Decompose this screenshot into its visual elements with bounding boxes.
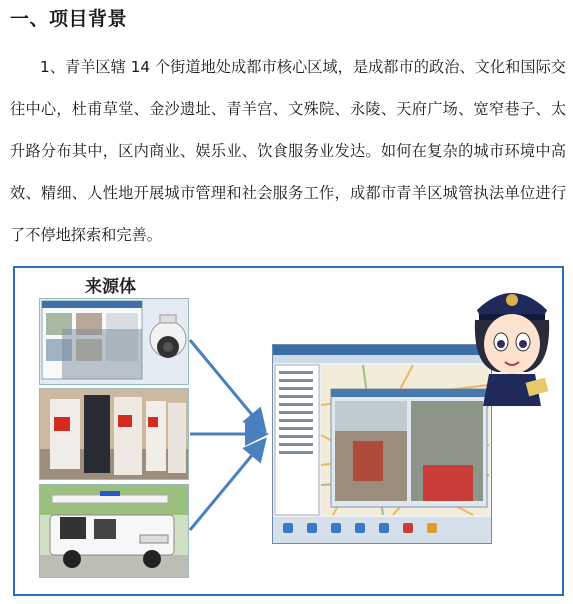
police-mascot-icon <box>467 276 557 406</box>
system-diagram-figure <box>13 266 564 596</box>
body-paragraph <box>10 46 566 256</box>
management-system-screen <box>272 344 492 544</box>
body-paragraph-text: 1、青羊区辖 14 个街道地处成都市核心区域，是成都市的政治、文化和国际交往中心，杜甫草堂、金沙遗址、青羊宫、文殊院、永陵、天府广场、宽窄巷子、太升路分布其中，区内商业、娱乐业、饮食服务业发达。如何在复杂的城市环境中高效、精细、人性地开展城市管理和社会服务工作，成都市青羊区城管执法单位进行了不停地探索和完善。 <box>10 58 566 244</box>
arrow-top <box>190 340 263 428</box>
management-system-image <box>273 345 491 543</box>
section-heading: 一、项目背景 <box>10 8 128 30</box>
arrow-bottom <box>190 442 263 530</box>
source-label: 来源体 <box>85 277 136 297</box>
